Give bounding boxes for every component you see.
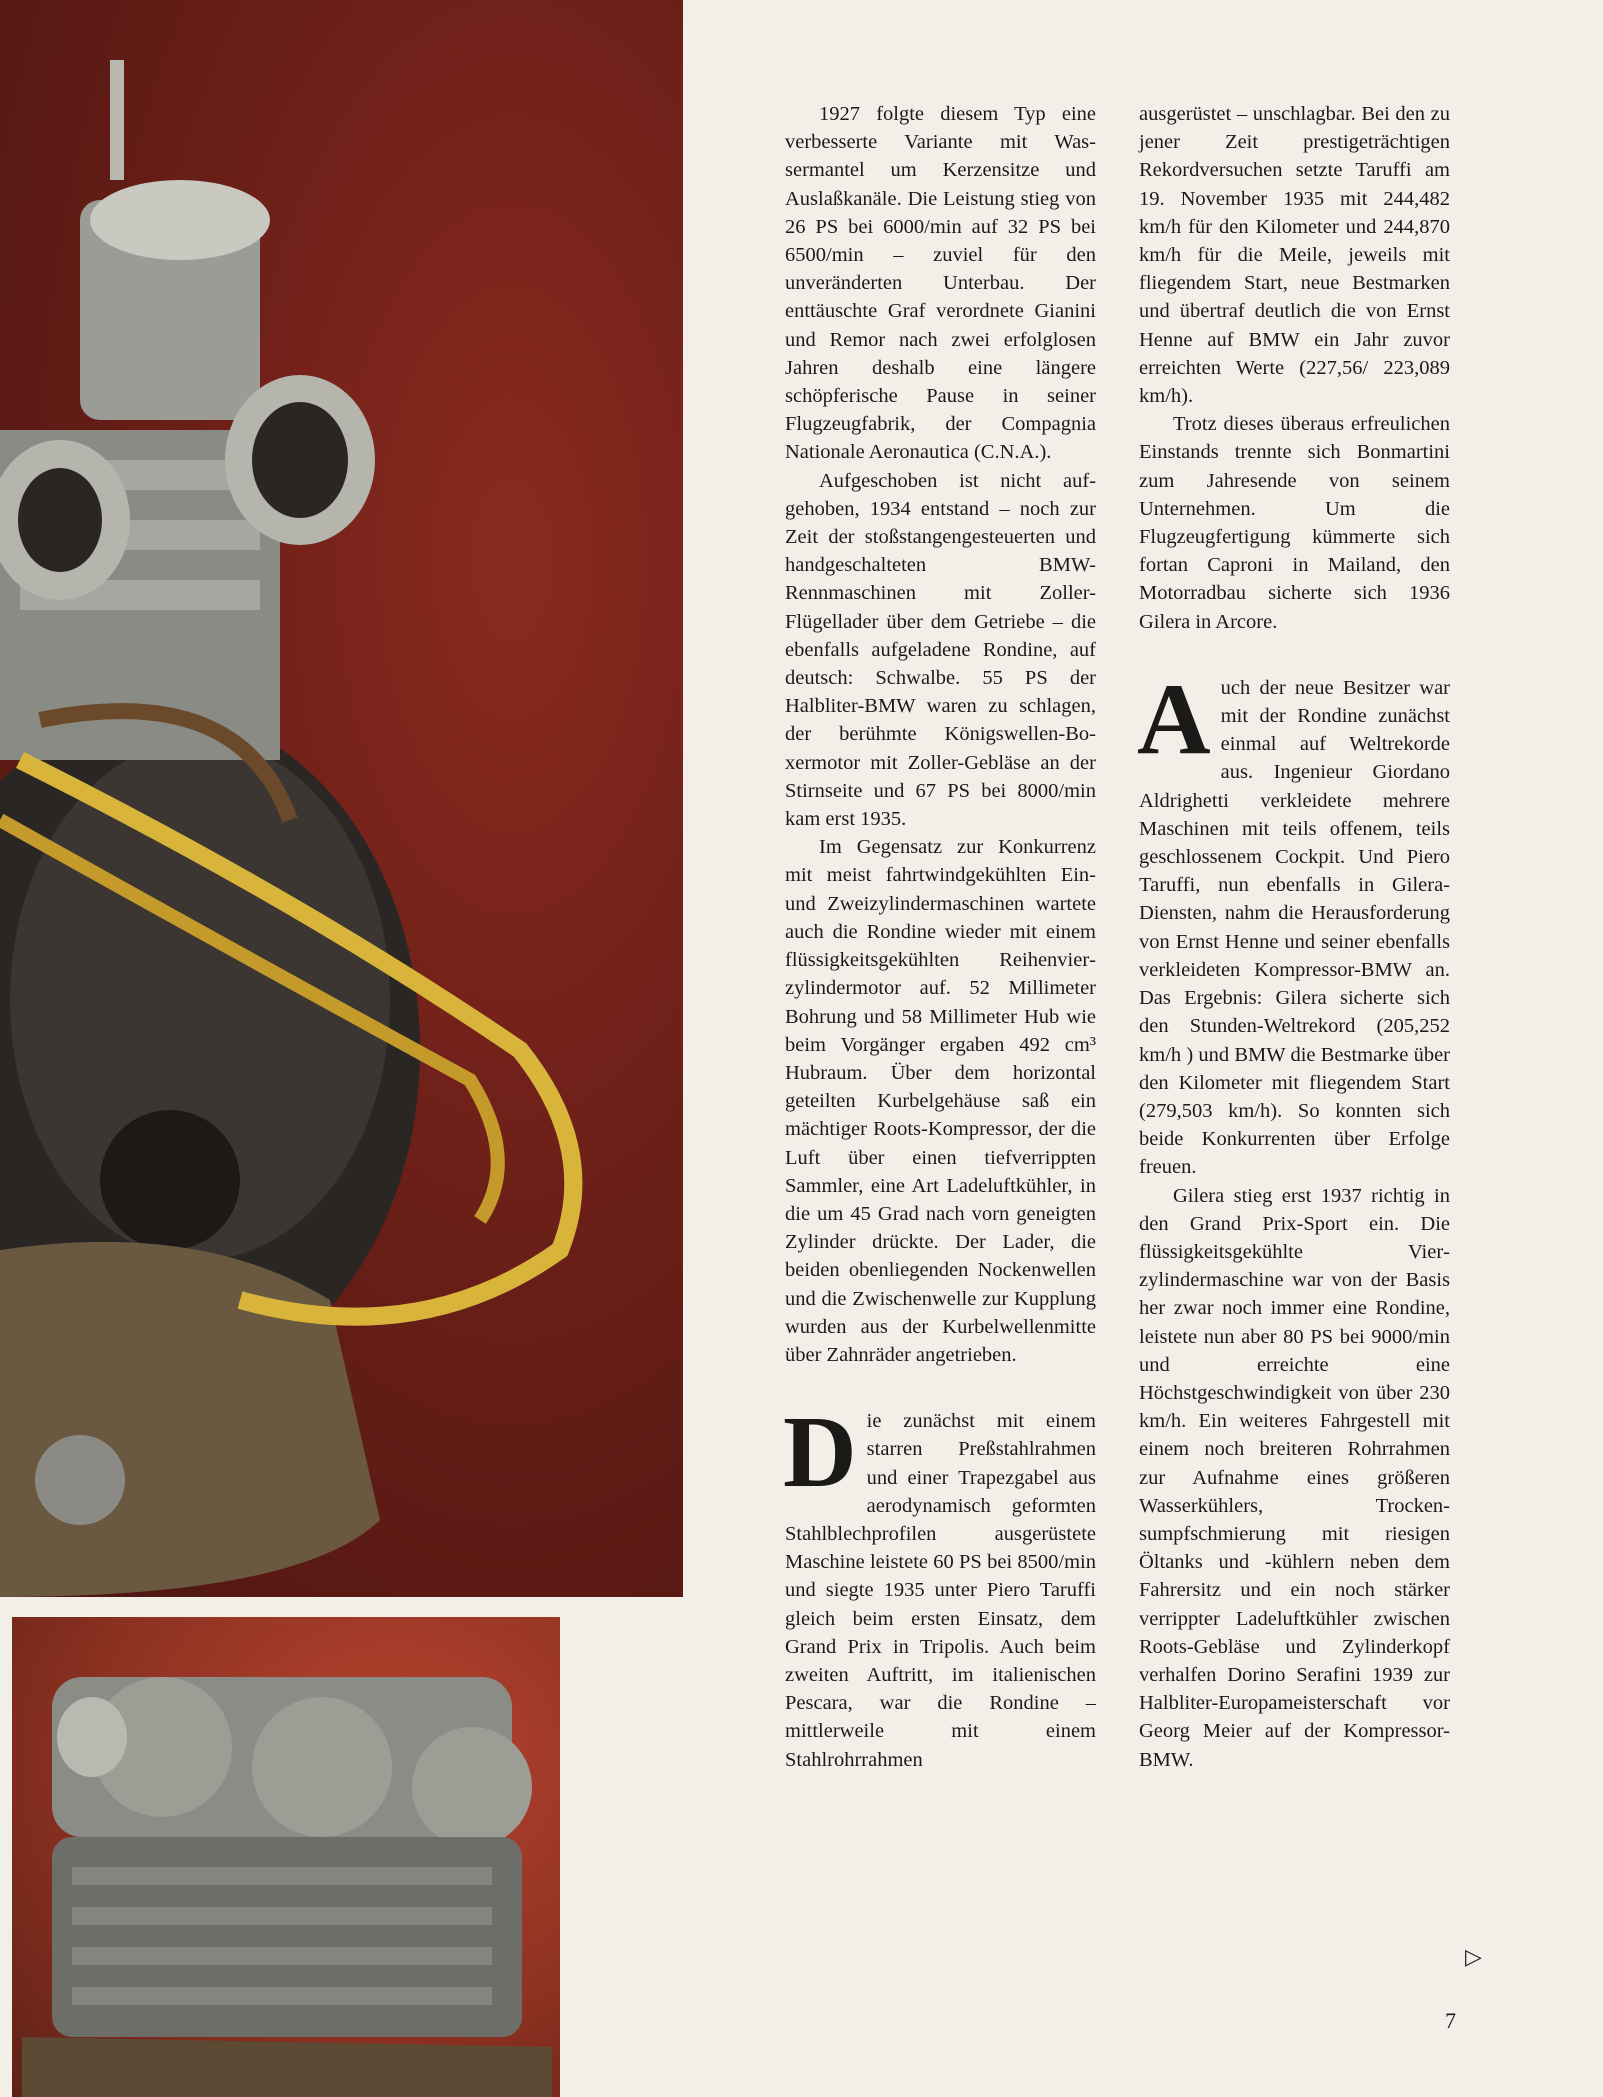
paragraph: 1927 folgte diesem Typ eine verbesserte Variante mit Wassermantel um Kerzensitze und Auslaßkanäle. Die Leistung stieg von 26 PS bei 6000/min auf 32 PS bei 6500/min – zuviel für den unveränderten Unterbau. Der enttäuschte Graf verordnete Gianini und Remor nach zwei erfolglosen Jahren deshalb eine längere schöpferische Pause in seiner Flugzeugfabrik, der Compagnia Nationale Aeronautica (C.N.A.). bbox=[785, 103, 1096, 464]
dropcap-letter: D bbox=[783, 1396, 857, 1510]
paragraph-with-dropcap bbox=[783, 1396, 1096, 1774]
paragraph-text: uch der neue Besitzer war mit der Rondine zunächst einmal auf Weltrekorde aus. Ingenieur Giordano Aldrighetti verkleidete mehrere Maschinen mit teils offenem, teils geschlossenem Cockpit. Und Piero Taruffi, nun ebenfalls in Gilera-Diensten, nahm die Herausforderung von Ernst Henne und seiner ebenfalls verkleideten Kompressor-BMW an. Das Ergebnis: Gilera sicherte sich den Stunden-Weltrekord (205,252 km/h ) und BMW die Bestmarke über den Kilometer mit fliegendem Start (279,503 km/h). So konnten sich beide Konkurrenten über Erfolge freuen. bbox=[1139, 676, 1450, 1179]
continue-arrow-icon: ▷ bbox=[1465, 1945, 1482, 1970]
four-cylinder-engine-photo bbox=[12, 1617, 560, 2097]
paragraph: Gilera stieg erst 1937 richtig in den Grand Prix-Sport ein. Die flüssigkeitsgekühlte Vierzylindermaschine war von der Basis her zwar noch immer eine Rondine, leistete nun aber 80 PS bei 9000/min und erreichte eine Höchstgeschwindigkeit von über 230 km/h. Ein weiteres Fahrgestell mit einem noch breiteren Rohrrahmen zur Aufnahme eines größeren Wasserkühlers, Trockensumpfschmierung mit riesigen Öltanks und -kühlern neben dem Fahrersitz und ein noch stärker verrippter Ladeluftkühler zwischen Roots-Gebläse und Zylinderkopf verhalfen Dorino Serafini 1939 zur Halbliter-Europameisterschaft vor Georg Meier auf der Kompressor-BMW. bbox=[1139, 1184, 1450, 1771]
text-column-1 bbox=[785, 100, 1096, 1774]
page-number: 7 bbox=[1445, 2008, 1456, 2033]
paragraph: ausgerüstet – unschlagbar. Bei den zu jener Zeit prestigeträchtigen Rekordversuchen setzte Taruffi am 19. November 1935 mit 244,482 km/h für den Kilometer und 244,870 km/h für die Meile, jeweils mit fliegendem Start, neue Bestmarken und übertraf deutlich die von Ernst Henne auf BMW ein Jahr zuvor erreichten Werte (227,56/ 223,089 km/h). bbox=[1139, 103, 1450, 408]
text-column-2 bbox=[1139, 100, 1450, 1774]
engine-closeup-photo bbox=[0, 0, 683, 1597]
paragraph: Aufgeschoben ist nicht aufgehoben, 1934 entstand – noch zur Zeit der stoßstangengesteuerten und handgeschalteten BMW-Rennmaschinen mit Zoller-Flügellader über dem Getriebe – die ebenfalls aufgeladene Rondine, auf deutsch: Schwalbe. 55 PS der Halbliter-BMW waren zu schlagen, der berühmte Königswellen-Boxermotor mit Zoller-Gebläse an der Stirnseite und 67 PS bei 8000/min kam erst 1935. bbox=[785, 469, 1096, 831]
paragraph-with-dropcap bbox=[1137, 662, 1450, 1182]
dropcap-letter: A bbox=[1137, 662, 1211, 776]
paragraph: Trotz dieses überaus erfreulichen Einstands trennte sich Bonmartini zum Jahresende von seinem Unternehmen. Um die Flugzeugfertigung kümmerte sich fortan Caproni in Mailand, den Motorradbau sicherte sich 1936 Gilera in Arcore. bbox=[1139, 413, 1450, 633]
paragraph: Im Gegensatz zur Konkurrenz mit meist fahrtwindgekühlten Ein- und Zweizylindermaschinen wartete auch die Rondine wieder mit einem flüssigkeitsgekühlten Reihenvierzylindermotor auf. 52 Millimeter Bohrung und 58 Millimeter Hub wie beim Vorgänger ergaben 492 cm³ Hubraum. Über dem horizontal geteilten Kurbelgehäuse saß ein mächtiger Roots-Kompressor, der die Luft über einen tiefverrippten Sammler, eine Art Ladeluftkühler, in die um 45 Grad nach vorn geneigten Zylinder drückte. Der Lader, die beiden obenliegenden Nockenwellen und die Zwischenwelle zur Kupplung wurden aus der Kurbelwellenmitte über Zahnräder angetrieben. bbox=[785, 836, 1096, 1366]
paragraph-text: ie zunächst mit einem starren Preßstahlrahmen und einer Trapezgabel aus aerodynamisch geformten Stahlblechprofilen ausgerüstete Maschine leistete 60 PS bei 8500/min und siegte 1935 unter Piero Taruffi gleich beim ersten Einsatz, dem Grand Prix in Tripolis. Auch beim zweiten Auftritt, im italienischen Pescara, war die Rondine – mittlerweile mit einem Stahlrohrrahmen bbox=[785, 1410, 1096, 1771]
